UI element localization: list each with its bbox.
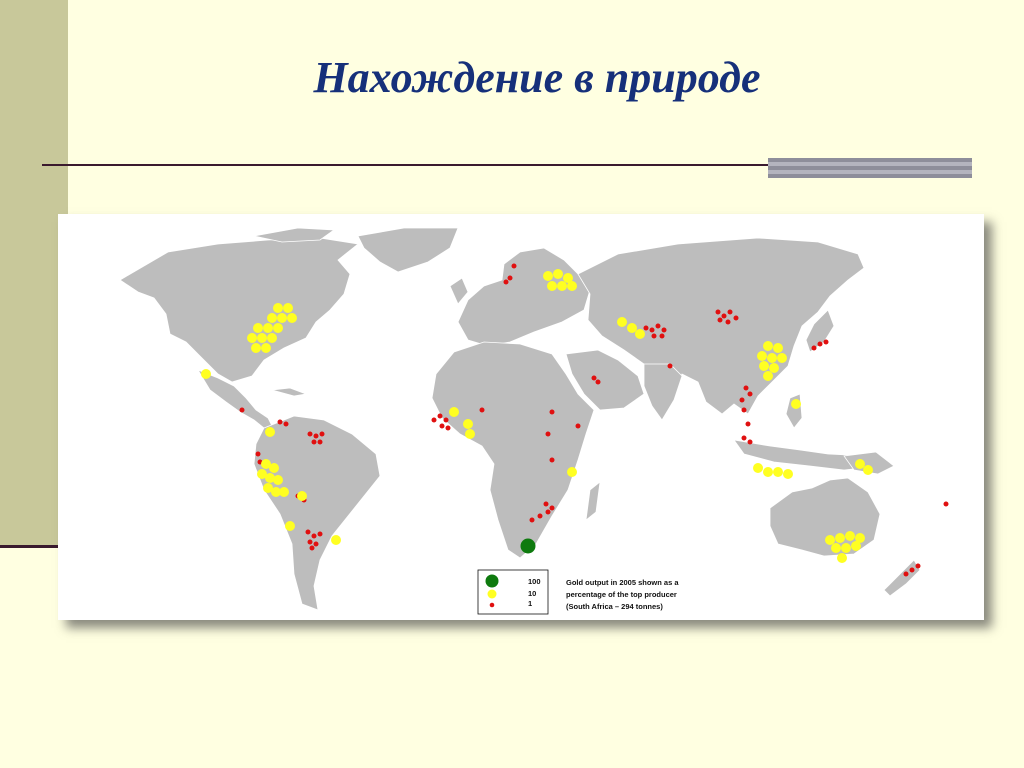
deposit-marker-small: [318, 532, 323, 537]
deposit-marker-medium: [263, 323, 273, 333]
africa-shape: [432, 342, 594, 558]
deposit-marker-medium: [763, 371, 773, 381]
legend-marker-small: [490, 603, 495, 608]
legend-marker-large: [486, 575, 499, 588]
deposit-marker-small: [314, 434, 319, 439]
deposit-marker-small: [910, 568, 915, 573]
deposit-marker-medium: [553, 269, 563, 279]
deposit-marker-medium: [851, 541, 861, 551]
deposit-marker-small: [480, 408, 485, 413]
deposit-marker-small: [538, 514, 543, 519]
deposit-marker-medium: [465, 429, 475, 439]
deposit-marker-medium: [777, 353, 787, 363]
deposit-marker-medium: [279, 487, 289, 497]
deposit-marker-small: [508, 276, 513, 281]
deposit-marker-small: [320, 432, 325, 437]
deposit-marker-medium: [767, 353, 777, 363]
caribbean-shape: [272, 388, 306, 396]
deposit-marker-small: [240, 408, 245, 413]
deposit-marker-small: [824, 340, 829, 345]
deposit-marker-medium: [297, 491, 307, 501]
new-zealand-shape: [884, 560, 920, 596]
deposit-marker-small: [716, 310, 721, 315]
deposit-marker-small: [726, 320, 731, 325]
deposit-marker-medium: [463, 419, 473, 429]
south-america-shape: [254, 416, 380, 610]
deposit-marker-small: [310, 546, 315, 551]
legend-size-10: 10: [528, 589, 537, 598]
deposit-marker-medium: [773, 467, 783, 477]
legend-caption-line-1: Gold output in 2005 shown as a: [566, 578, 679, 587]
deposit-marker-small: [592, 376, 597, 381]
deposit-marker-medium: [567, 281, 577, 291]
deposit-marker-medium: [273, 323, 283, 333]
deposit-marker-small: [318, 440, 323, 445]
deposit-marker-medium: [863, 465, 873, 475]
deposit-marker-medium: [265, 427, 275, 437]
deposit-marker-medium: [783, 469, 793, 479]
deposit-marker-medium: [201, 369, 211, 379]
deposit-marker-medium: [547, 281, 557, 291]
deposit-marker-small: [662, 328, 667, 333]
deposit-marker-medium: [557, 281, 567, 291]
deposit-marker-small: [652, 334, 657, 339]
deposit-marker-small: [446, 426, 451, 431]
deposit-marker-medium: [759, 361, 769, 371]
deposit-marker-medium: [273, 303, 283, 313]
deposit-marker-small: [530, 518, 535, 523]
deposit-marker-medium: [251, 343, 261, 353]
deposit-marker-small: [512, 264, 517, 269]
deposit-marker-medium: [253, 323, 263, 333]
deposit-marker-medium: [277, 313, 287, 323]
deposit-marker-medium: [267, 333, 277, 343]
deposit-marker-small: [742, 436, 747, 441]
deposit-marker-medium: [567, 467, 577, 477]
deposit-marker-medium: [269, 463, 279, 473]
deposit-marker-small: [656, 324, 661, 329]
deposit-marker-medium: [791, 399, 801, 409]
deposit-marker-small: [596, 380, 601, 385]
deposit-marker-medium: [757, 351, 767, 361]
deposit-marker-small: [740, 398, 745, 403]
deposit-marker-small: [504, 280, 509, 285]
deposit-marker-small: [306, 530, 311, 535]
deposit-marker-small: [312, 440, 317, 445]
slide-title: Нахождение в природе: [313, 53, 761, 102]
deposit-marker-small: [546, 510, 551, 515]
deposit-marker-medium: [845, 531, 855, 541]
deposit-marker-small: [944, 502, 949, 507]
deposit-marker-medium: [855, 459, 865, 469]
philippines-shape: [786, 394, 802, 428]
deposit-marker-small: [748, 392, 753, 397]
deposit-marker-medium: [753, 463, 763, 473]
deposit-marker-large: [521, 539, 536, 554]
legend-marker-medium: [488, 590, 497, 599]
deposit-marker-small: [742, 408, 747, 413]
deposit-marker-medium: [763, 341, 773, 351]
deposit-marker-medium: [449, 407, 459, 417]
deposit-marker-medium: [247, 333, 257, 343]
title-rule-accent: [768, 158, 972, 178]
deposit-marker-small: [812, 346, 817, 351]
deposit-marker-medium: [635, 329, 645, 339]
deposit-marker-small: [916, 564, 921, 569]
deposit-marker-medium: [763, 467, 773, 477]
deposit-marker-medium: [835, 533, 845, 543]
deposit-marker-medium: [543, 271, 553, 281]
world-map-panel: [58, 214, 984, 620]
deposit-marker-small: [444, 418, 449, 423]
deposit-marker-small: [746, 422, 751, 427]
deposit-marker-small: [440, 424, 445, 429]
deposit-marker-medium: [257, 333, 267, 343]
deposit-marker-small: [312, 534, 317, 539]
deposit-marker-medium: [267, 313, 277, 323]
deposit-marker-medium: [273, 475, 283, 485]
deposit-marker-small: [576, 424, 581, 429]
north-america-shape: [120, 238, 358, 382]
deposit-marker-small: [550, 458, 555, 463]
deposit-marker-small: [284, 422, 289, 427]
deposit-marker-small: [544, 502, 549, 507]
deposit-marker-medium: [617, 317, 627, 327]
deposit-marker-small: [438, 414, 443, 419]
india-shape: [644, 364, 682, 420]
deposit-marker-small: [650, 328, 655, 333]
deposit-marker-small: [644, 326, 649, 331]
australia-shape: [770, 478, 880, 556]
deposit-marker-medium: [331, 535, 341, 545]
deposit-marker-small: [660, 334, 665, 339]
deposit-marker-small: [748, 440, 753, 445]
deposit-marker-small: [314, 542, 319, 547]
deposit-marker-small: [432, 418, 437, 423]
deposit-marker-small: [546, 432, 551, 437]
deposit-marker-medium: [285, 521, 295, 531]
world-map: [58, 214, 984, 620]
deposit-marker-small: [728, 310, 733, 315]
deposit-marker-medium: [261, 343, 271, 353]
deposit-marker-medium: [769, 363, 779, 373]
deposit-marker-small: [668, 364, 673, 369]
legend-size-100: 100: [528, 577, 541, 586]
deposit-marker-small: [278, 420, 283, 425]
deposit-marker-small: [308, 540, 313, 545]
deposit-marker-small: [550, 410, 555, 415]
deposit-marker-small: [904, 572, 909, 577]
continents: [120, 228, 920, 610]
deposit-marker-small: [744, 386, 749, 391]
deposit-marker-medium: [627, 323, 637, 333]
deposit-marker-medium: [283, 303, 293, 313]
deposit-marker-small: [734, 316, 739, 321]
legend-caption-line-3: (South Africa – 294 tonnes): [566, 602, 663, 611]
deposit-marker-small: [722, 314, 727, 319]
deposit-marker-small: [308, 432, 313, 437]
greenland-shape: [358, 228, 458, 272]
europe-shape: [458, 248, 590, 346]
british-isles-shape: [450, 278, 468, 304]
deposit-marker-medium: [287, 313, 297, 323]
deposit-marker-medium: [825, 535, 835, 545]
legend-caption-line-2: percentage of the top producer: [566, 590, 677, 599]
madagascar-shape: [586, 482, 600, 520]
deposit-marker-small: [256, 452, 261, 457]
legend-size-1: 1: [528, 599, 533, 608]
deposit-marker-medium: [773, 343, 783, 353]
deposit-marker-small: [550, 506, 555, 511]
deposit-marker-medium: [841, 543, 851, 553]
deposit-marker-medium: [837, 553, 847, 563]
deposit-marker-small: [718, 318, 723, 323]
deposit-marker-small: [818, 342, 823, 347]
deposit-marker-medium: [831, 543, 841, 553]
